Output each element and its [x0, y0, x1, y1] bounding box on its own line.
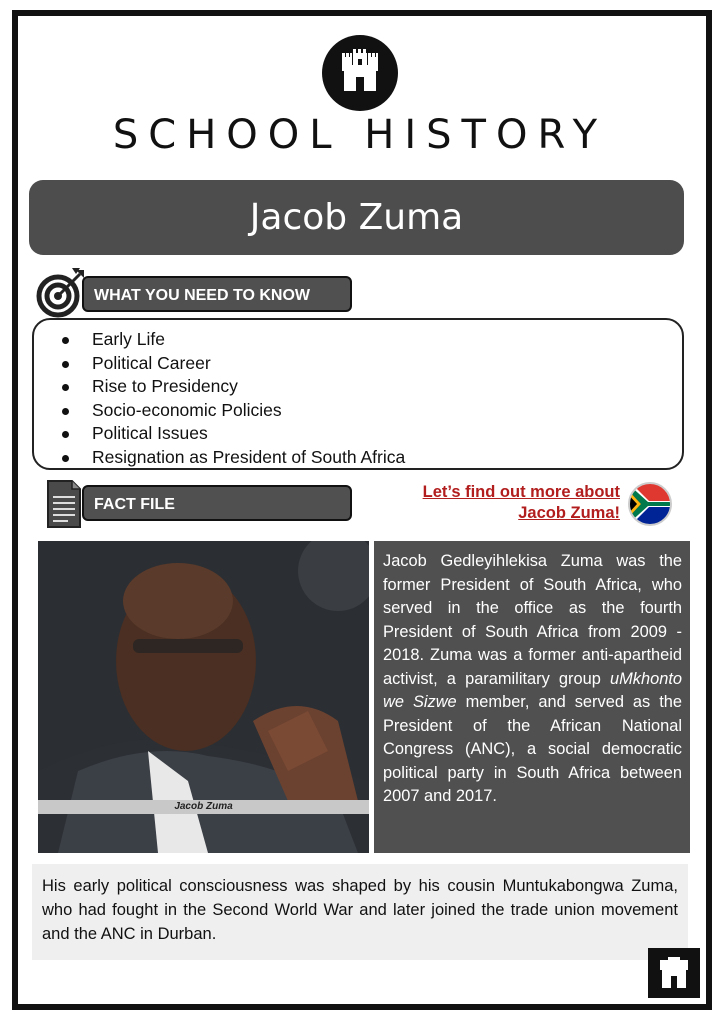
bio-part1: Jacob Gedleyihlekisa Zuma was the former President of South Africa, who served in the office as the fourth President of South Africa from 2009 - 2018. Zuma was a former anti-apartheid activist, a paramilitary group: [383, 552, 682, 688]
find-out-more-line2: Jacob Zuma!: [518, 504, 620, 522]
find-out-more-link[interactable]: [380, 482, 620, 524]
early-life-text: His early political consciousness was shaped by his cousin Muntukabongwa Zuma, who had fought in the Second World War and later joined the trade union movement and the ANC in Durban.: [32, 864, 688, 960]
list-item: Socio-economic Policies: [34, 399, 682, 423]
document-icon: [44, 479, 84, 529]
list-item: Resignation as President of South Africa: [34, 446, 682, 470]
castle-icon: [648, 948, 700, 998]
photo-caption: Jacob Zuma: [38, 800, 369, 814]
fact-file-label: FACT FILE: [82, 485, 352, 521]
find-out-more-line1: Let’s find out more about: [422, 483, 620, 501]
bio-part2: member, and served as the President of the African National Congress (ANC), a social democratic political party in South Africa between 2007 and 2017.: [383, 693, 683, 805]
target-icon: [36, 266, 88, 318]
need-to-know-box: [32, 318, 684, 470]
south-africa-flag-icon: [627, 481, 673, 527]
list-item: Political Issues: [34, 422, 682, 446]
list-item: Political Career: [34, 352, 682, 376]
list-item: Early Life: [34, 328, 682, 352]
castle-icon: [322, 35, 398, 111]
need-to-know-list: [34, 320, 682, 470]
list-item: Rise to Presidency: [34, 375, 682, 399]
brand-title: SCHOOL HISTORY: [112, 112, 608, 158]
need-to-know-label: WHAT YOU NEED TO KNOW: [82, 276, 352, 312]
bio-group-name: uMkhonto we Sizwe: [383, 669, 682, 711]
biography-text: [374, 541, 690, 853]
page-title: Jacob Zuma: [29, 180, 684, 255]
